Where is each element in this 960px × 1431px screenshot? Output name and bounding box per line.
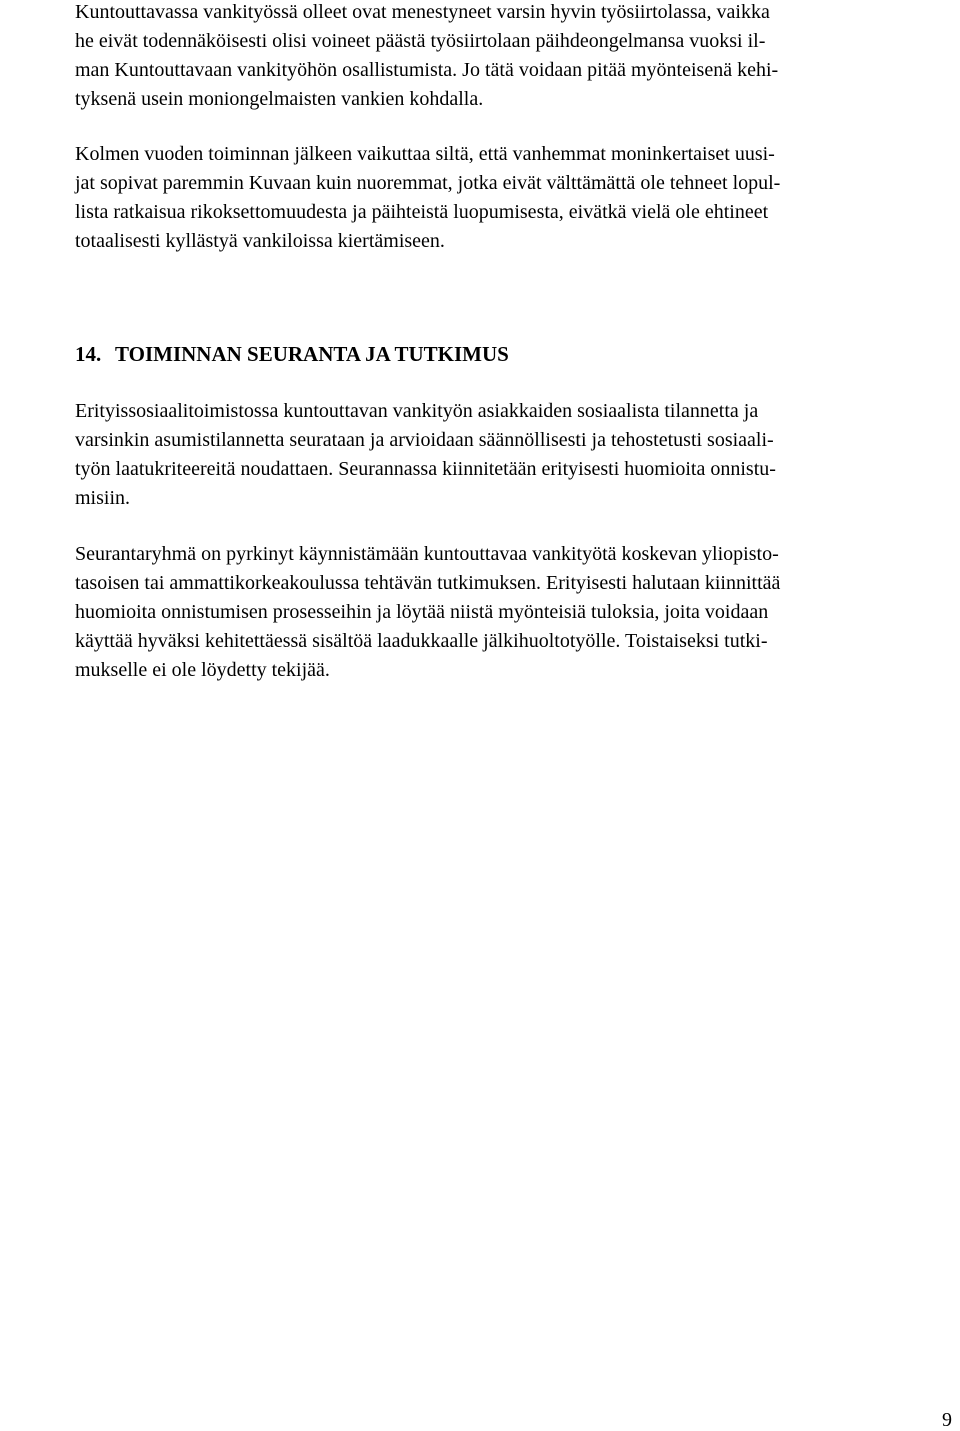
- paragraph-line: jat sopivat paremmin Kuvaan kuin nuoremmat, jotka eivät välttämättä ole tehneet lopul-: [75, 172, 781, 194]
- section-title: TOIMINNAN SEURANTA JA TUTKIMUS: [115, 342, 509, 366]
- paragraph-social-office-monitoring: [75, 397, 776, 513]
- paragraph-three-years-experience: [75, 140, 780, 256]
- paragraph-line: tyksenä usein moniongelmaisten vankien kohdalla.: [75, 88, 484, 110]
- paragraph-line: Kuntouttavassa vankityössä olleet ovat menestyneet varsin hyvin työsiirtolassa, vaikka: [75, 1, 770, 23]
- paragraph-line: totaalisesti kyllästyä vankiloissa kiertämiseen.: [75, 230, 445, 252]
- paragraph-research-initiative: [75, 540, 780, 685]
- paragraph-line: Seurantaryhmä on pyrkinyt käynnistämään kuntouttavaa vankityötä koskevan yliopisto-: [75, 543, 779, 565]
- paragraph-line: lista ratkaisua rikoksettomuudesta ja päihteistä luopumisesta, eivätkä vielä ole ehtineet: [75, 201, 769, 223]
- paragraph-work-colony-success: [75, 0, 778, 114]
- paragraph-line: huomioita onnistumisen prosesseihin ja löytää niistä myönteisiä tuloksia, joita voidaan: [75, 601, 769, 623]
- page-number: 9: [942, 1409, 952, 1431]
- paragraph-line: varsinkin asumistilannetta seurataan ja arvioidaan säännöllisesti ja tehostetusti sosiaali-: [75, 429, 774, 451]
- paragraph-line: tasoisen tai ammattikorkeakoulussa tehtävän tutkimuksen. Erityisesti halutaan kiinnittää: [75, 572, 781, 594]
- paragraph-line: man Kuntouttavaan vankityöhön osallistumista. Jo tätä voidaan pitää myönteisenä kehi-: [75, 59, 779, 81]
- paragraph-line: Erityissosiaalitoimistossa kuntouttavan vankityön asiakkaiden sosiaalista tilannetta ja: [75, 400, 759, 422]
- paragraph-line: työn laatukriteereitä noudattaen. Seurannassa kiinnitetään erityisesti huomioita onnistu-: [75, 458, 776, 480]
- paragraph-line: Kolmen vuoden toiminnan jälkeen vaikuttaa siltä, että vanhemmat moninkertaiset uusi-: [75, 143, 775, 165]
- paragraph-line: käyttää hyväksi kehitettäessä sisältöä laadukkaalle jälkihuoltotyölle. Toistaiseksi tutki-: [75, 630, 768, 652]
- paragraph-line: mukselle ei ole löydetty tekijää.: [75, 659, 330, 681]
- paragraph-line: misiin.: [75, 487, 131, 509]
- paragraph-line: he eivät todennäköisesti olisi voineet päästä työsiirtolaan päihdeongelmansa vuoksi il-: [75, 30, 766, 52]
- section-heading: 14. TOIMINNAN SEURANTA JA TUTKIMUS: [75, 342, 509, 366]
